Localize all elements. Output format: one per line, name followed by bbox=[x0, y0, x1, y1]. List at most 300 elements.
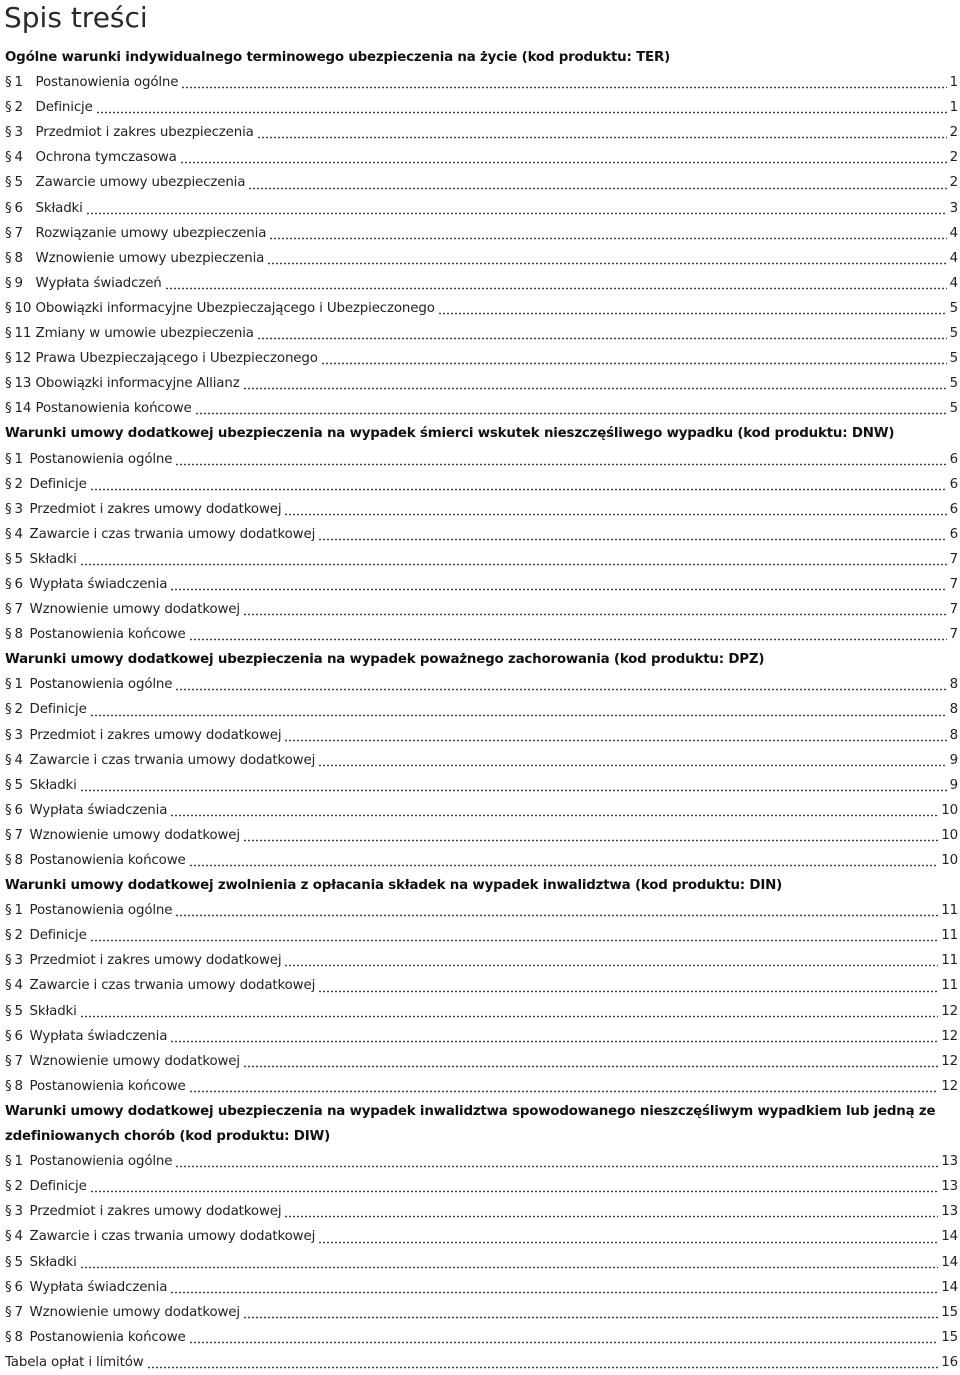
toc-entry[interactable] bbox=[5, 798, 960, 823]
toc-entry-number: 1 bbox=[14, 903, 23, 919]
toc-section bbox=[5, 873, 960, 1099]
toc-entry-lead bbox=[5, 748, 315, 773]
toc-entry-page-number: 7 bbox=[949, 627, 958, 643]
toc-entry-page-number: 5 bbox=[949, 401, 958, 417]
toc-entry-page-number: 9 bbox=[949, 777, 958, 793]
toc-entry[interactable] bbox=[5, 672, 960, 697]
toc-entry-lead bbox=[5, 1350, 144, 1375]
toc-entry-label: Wznowienie umowy dodatkowej bbox=[29, 827, 240, 843]
table-of-contents bbox=[5, 45, 960, 1375]
paragraph-symbol: § bbox=[5, 150, 12, 166]
toc-entry-label: Zawarcie i czas trwania umowy dodatkowej bbox=[29, 978, 316, 994]
toc-entry-label: Składki bbox=[29, 1254, 77, 1270]
toc-entry-lead bbox=[5, 371, 240, 396]
paragraph-symbol: § bbox=[5, 853, 12, 868]
dot-leader bbox=[243, 607, 947, 616]
toc-entry-number: 4 bbox=[14, 752, 23, 768]
toc-entry-label: Zawarcie i czas trwania umowy dodatkowej bbox=[29, 752, 316, 768]
toc-entry-lead bbox=[5, 120, 254, 145]
toc-entry-lead bbox=[5, 773, 77, 798]
toc-entry[interactable] bbox=[5, 296, 960, 321]
toc-entry[interactable] bbox=[5, 246, 960, 271]
toc-entry-lead bbox=[5, 798, 167, 823]
toc-entry-page-number: 11 bbox=[941, 928, 958, 944]
dot-leader bbox=[175, 457, 946, 466]
paragraph-symbol: § bbox=[5, 1003, 12, 1019]
toc-entry[interactable] bbox=[5, 999, 960, 1024]
paragraph-symbol: § bbox=[5, 501, 12, 517]
toc-entry[interactable] bbox=[5, 1149, 960, 1174]
toc-entry[interactable] bbox=[5, 773, 960, 798]
toc-entry-lead bbox=[5, 170, 245, 195]
toc-entry-page-number: 16 bbox=[941, 1354, 958, 1370]
toc-entry-lead bbox=[5, 1199, 281, 1224]
toc-entry-label: Postanowienia końcowe bbox=[29, 627, 186, 643]
dot-leader bbox=[90, 933, 939, 942]
dot-leader bbox=[175, 908, 938, 917]
toc-entry[interactable] bbox=[5, 1300, 960, 1325]
toc-entry[interactable] bbox=[5, 321, 960, 346]
toc-entry-page-number: 14 bbox=[941, 1229, 958, 1245]
toc-entry-page-number: 2 bbox=[949, 150, 958, 166]
dot-leader bbox=[80, 1260, 939, 1269]
toc-entry-lead bbox=[5, 1250, 77, 1275]
toc-entry-number: 5 bbox=[14, 551, 23, 567]
paragraph-symbol: § bbox=[5, 702, 12, 718]
toc-entry[interactable] bbox=[5, 923, 960, 948]
toc-section bbox=[5, 1099, 960, 1350]
dot-leader bbox=[180, 155, 947, 164]
toc-entry[interactable] bbox=[5, 371, 960, 396]
paragraph-symbol: § bbox=[5, 451, 12, 467]
toc-entry[interactable] bbox=[5, 547, 960, 572]
toc-entry-label: Składki bbox=[29, 777, 77, 793]
toc-entry-lead bbox=[5, 597, 240, 622]
toc-entry-lead bbox=[5, 1300, 240, 1325]
toc-entry-label: Zmiany w umowie ubezpieczenia bbox=[35, 326, 254, 342]
toc-entry-label: Postanowienia ogólne bbox=[29, 451, 173, 467]
toc-entry-number: 4 bbox=[14, 1229, 23, 1245]
toc-entry-number: 7 bbox=[14, 602, 23, 618]
toc-entry-lead bbox=[5, 622, 186, 647]
toc-entry[interactable] bbox=[5, 346, 960, 371]
paragraph-symbol: § bbox=[5, 225, 12, 241]
toc-entry-number: 12 bbox=[14, 351, 32, 367]
toc-entry-label: Zawarcie i czas trwania umowy dodatkowej bbox=[29, 526, 316, 542]
paragraph-symbol: § bbox=[5, 928, 12, 944]
toc-entry-number: 6 bbox=[14, 802, 23, 818]
toc-entry-label: Postanowienia ogólne bbox=[29, 903, 173, 919]
paragraph-symbol: § bbox=[5, 827, 12, 843]
toc-entry-label: Zawarcie i czas trwania umowy dodatkowej bbox=[29, 1229, 316, 1245]
toc-entry-lead bbox=[5, 923, 87, 948]
dot-leader bbox=[80, 557, 947, 566]
toc-entry-label: Prawa Ubezpieczającego i Ubezpieczonego bbox=[35, 351, 318, 367]
section-title: Warunki umowy dodatkowej ubezpieczenia na wypadek inwalidztwa spowodowanego nieszczęśliwym wypadkiem lub jedną ze zdefiniowanych chorób (kod produktu: DIW) bbox=[5, 1103, 936, 1145]
toc-entry[interactable] bbox=[5, 1250, 960, 1275]
toc-entry[interactable] bbox=[5, 823, 960, 848]
toc-entry-lead bbox=[5, 246, 264, 271]
paragraph-symbol: § bbox=[5, 1304, 12, 1320]
toc-entry-page-number: 12 bbox=[941, 1053, 958, 1069]
toc-entry-lead bbox=[5, 999, 77, 1024]
dot-leader bbox=[80, 783, 947, 792]
toc-entry[interactable] bbox=[5, 472, 960, 497]
toc-entry-lead bbox=[5, 70, 178, 95]
toc-entry-lead bbox=[5, 497, 281, 522]
toc-entry-number: 13 bbox=[14, 376, 32, 392]
toc-entry-page-number: 11 bbox=[941, 903, 958, 919]
toc-entry-page-number: 1 bbox=[949, 75, 958, 91]
toc-entry-number: 8 bbox=[14, 1329, 23, 1345]
toc-entry-label: Definicje bbox=[29, 476, 87, 492]
toc-entry-lead bbox=[5, 296, 435, 321]
toc-entry[interactable] bbox=[5, 848, 960, 873]
toc-entry-lead bbox=[5, 1275, 167, 1300]
toc-entry-lead bbox=[5, 572, 167, 597]
toc-entry[interactable] bbox=[5, 95, 960, 120]
toc-entry[interactable] bbox=[5, 221, 960, 246]
toc-entry-label: Definicje bbox=[29, 928, 87, 944]
dot-leader bbox=[90, 482, 947, 491]
toc-entry-page-number: 2 bbox=[949, 125, 958, 141]
toc-entry[interactable] bbox=[5, 1325, 960, 1350]
toc-entry-page-number: 14 bbox=[941, 1279, 958, 1295]
paragraph-symbol: § bbox=[5, 752, 12, 768]
dot-leader bbox=[90, 708, 947, 717]
toc-entry-page-number: 12 bbox=[941, 1003, 958, 1019]
toc-entry-page-number: 12 bbox=[941, 1028, 958, 1044]
toc-entry-page-number: 13 bbox=[941, 1204, 958, 1220]
section-title: Warunki umowy dodatkowej ubezpieczenia na wypadek poważnego zachorowania (kod produktu: DPZ) bbox=[5, 652, 765, 668]
toc-entry[interactable] bbox=[5, 1024, 960, 1049]
toc-entry-label: Obowiązki informacyjne Allianz bbox=[35, 376, 240, 392]
paragraph-symbol: § bbox=[5, 727, 12, 743]
toc-entry-number: 7 bbox=[14, 1053, 23, 1069]
dot-leader bbox=[86, 206, 947, 215]
paragraph-symbol: § bbox=[5, 576, 12, 592]
toc-entry-label: Definicje bbox=[29, 702, 87, 718]
paragraph-symbol: § bbox=[5, 351, 12, 367]
toc-entry[interactable] bbox=[5, 145, 960, 170]
toc-entry-page-number: 8 bbox=[949, 677, 958, 693]
toc-entry-label: Zawarcie umowy ubezpieczenia bbox=[35, 175, 246, 191]
toc-entry-lead bbox=[5, 346, 318, 371]
toc-entry[interactable] bbox=[5, 1275, 960, 1300]
toc-entry-label: Postanowienia ogólne bbox=[35, 75, 179, 91]
dot-leader bbox=[284, 733, 946, 742]
toc-entry[interactable] bbox=[5, 1199, 960, 1224]
toc-entry-page-number: 8 bbox=[949, 727, 958, 743]
paragraph-symbol: § bbox=[5, 802, 12, 818]
toc-entry-page-number: 6 bbox=[949, 476, 958, 492]
toc-entry[interactable] bbox=[5, 196, 960, 221]
toc-entry-lead bbox=[5, 472, 87, 497]
toc-entry-number: 8 bbox=[14, 250, 23, 266]
toc-entry-number: 3 bbox=[14, 1204, 23, 1220]
toc-entry-label: Definicje bbox=[29, 1179, 87, 1195]
toc-entry-number: 10 bbox=[14, 300, 32, 316]
dot-leader bbox=[438, 306, 947, 315]
dot-leader bbox=[243, 1059, 938, 1068]
paragraph-symbol: § bbox=[5, 100, 12, 116]
paragraph-symbol: § bbox=[5, 1078, 12, 1094]
toc-entry-label: Przedmiot i zakres ubezpieczenia bbox=[35, 125, 254, 141]
toc-entry-lead bbox=[5, 973, 315, 998]
paragraph-symbol: § bbox=[5, 200, 12, 216]
paragraph-symbol: § bbox=[5, 326, 12, 342]
paragraph-symbol: § bbox=[5, 300, 12, 316]
dot-leader bbox=[284, 1209, 938, 1218]
toc-entry-lead bbox=[5, 672, 172, 697]
toc-entry-number: 4 bbox=[14, 150, 23, 166]
toc-entry-page-number: 10 bbox=[941, 827, 958, 843]
paragraph-symbol: § bbox=[5, 1028, 12, 1044]
toc-entry-number: 2 bbox=[14, 702, 23, 718]
toc-entry-lead bbox=[5, 1074, 186, 1099]
paragraph-symbol: § bbox=[5, 903, 12, 919]
paragraph-symbol: § bbox=[5, 1154, 12, 1170]
toc-entry-page-number: 11 bbox=[941, 953, 958, 969]
toc-entry-number: 2 bbox=[14, 100, 23, 116]
toc-entry-label: Wznowienie umowy ubezpieczenia bbox=[35, 250, 265, 266]
paragraph-symbol: § bbox=[5, 1279, 12, 1295]
toc-entry-number: 1 bbox=[14, 677, 23, 693]
toc-entry[interactable] bbox=[5, 120, 960, 145]
dot-leader bbox=[175, 682, 946, 691]
toc-entry-label: Postanowienia końcowe bbox=[29, 1078, 186, 1094]
toc-entry-label: Przedmiot i zakres umowy dodatkowej bbox=[29, 501, 282, 517]
toc-entry-number: 7 bbox=[14, 225, 23, 241]
toc-entry-lead bbox=[5, 196, 83, 221]
toc-entry[interactable] bbox=[5, 1174, 960, 1199]
toc-entry-page-number: 6 bbox=[949, 451, 958, 467]
paragraph-symbol: § bbox=[5, 602, 12, 618]
toc-entry[interactable] bbox=[5, 697, 960, 722]
dot-leader bbox=[189, 632, 947, 641]
paragraph-symbol: § bbox=[5, 250, 12, 266]
toc-entry-number: 7 bbox=[14, 1304, 23, 1320]
toc-entry-label: Obowiązki informacyjne Ubezpieczającego i Ubezpieczonego bbox=[35, 300, 435, 316]
toc-entry-label: Ochrona tymczasowa bbox=[35, 150, 177, 166]
toc-entry-number: 1 bbox=[14, 1154, 23, 1170]
toc-entry-number: 3 bbox=[14, 953, 23, 969]
section-title: Warunki umowy dodatkowej ubezpieczenia na wypadek śmierci wskutek nieszczęśliwego wypadku (kod produktu: DNW) bbox=[5, 426, 895, 442]
toc-entry-page-number: 13 bbox=[941, 1179, 958, 1195]
toc-entry-lead bbox=[5, 1224, 315, 1249]
page-title: Spis treści bbox=[4, 1, 148, 34]
paragraph-symbol: § bbox=[5, 401, 12, 417]
toc-entry-lead bbox=[5, 1174, 87, 1199]
dot-leader bbox=[318, 758, 946, 767]
toc-entry[interactable] bbox=[5, 572, 960, 597]
dot-leader bbox=[170, 582, 946, 591]
toc-entry[interactable] bbox=[5, 170, 960, 195]
toc-entry[interactable] bbox=[5, 396, 960, 421]
toc-entry-page-number: 6 bbox=[949, 526, 958, 542]
dot-leader bbox=[321, 356, 947, 365]
dot-leader bbox=[248, 181, 946, 190]
toc-entry-label: Wypłata świadczenia bbox=[29, 802, 168, 818]
toc-entry-number: 4 bbox=[14, 526, 23, 542]
toc-entry-label: Tabela opłat i limitów bbox=[5, 1354, 144, 1370]
toc-entry-page-number: 14 bbox=[941, 1254, 958, 1270]
toc-entry[interactable] bbox=[5, 622, 960, 647]
dot-leader bbox=[189, 858, 939, 867]
toc-entry-page-number: 7 bbox=[949, 551, 958, 567]
paragraph-symbol: § bbox=[5, 1229, 12, 1245]
toc-entry-number: 1 bbox=[14, 451, 23, 467]
toc-entry-lead bbox=[5, 848, 186, 873]
dot-leader bbox=[318, 984, 938, 993]
toc-entry[interactable] bbox=[5, 1074, 960, 1099]
toc-entry-number: 1 bbox=[14, 75, 23, 91]
toc-entry-number: 2 bbox=[14, 1179, 23, 1195]
toc-entry-lead bbox=[5, 823, 240, 848]
paragraph-symbol: § bbox=[5, 777, 12, 793]
dot-leader bbox=[284, 958, 938, 967]
toc-entry-page-number: 5 bbox=[949, 351, 958, 367]
toc-entry-number: 14 bbox=[14, 401, 32, 417]
toc-entry-number: 5 bbox=[14, 1254, 23, 1270]
toc-entry-page-number: 5 bbox=[949, 300, 958, 316]
toc-entry-number: 6 bbox=[14, 1028, 23, 1044]
toc-entry-number: 9 bbox=[14, 275, 23, 291]
toc-entry-number: 11 bbox=[14, 326, 32, 342]
toc-entry-label: Wznowienie umowy dodatkowej bbox=[29, 602, 240, 618]
toc-entry-label: Postanowienia ogólne bbox=[29, 677, 173, 693]
toc-entry[interactable] bbox=[5, 748, 960, 773]
toc-entry-number: 5 bbox=[14, 777, 23, 793]
toc-entry-page-number: 15 bbox=[941, 1329, 958, 1345]
toc-entry-lead bbox=[5, 145, 177, 170]
toc-entry-page-number: 6 bbox=[949, 501, 958, 517]
toc-entry-label: Wypłata świadczenia bbox=[29, 1028, 168, 1044]
toc-entry-label: Składki bbox=[29, 551, 77, 567]
toc-entry-number: 2 bbox=[14, 476, 23, 492]
paragraph-symbol: § bbox=[5, 1254, 12, 1270]
toc-entry-lead bbox=[5, 1024, 167, 1049]
toc-entry-number: 6 bbox=[14, 200, 23, 216]
toc-entry-page-number: 9 bbox=[949, 752, 958, 768]
toc-entry-label: Wypłata świadczeń bbox=[35, 275, 162, 291]
toc-entry-label: Wznowienie umowy dodatkowej bbox=[29, 1053, 240, 1069]
toc-entry[interactable] bbox=[5, 271, 960, 296]
toc-entry-page-number: 10 bbox=[941, 853, 958, 868]
toc-entry-lead bbox=[5, 723, 281, 748]
toc-entry-lead bbox=[5, 271, 162, 296]
toc-entry-label: Składki bbox=[29, 1003, 77, 1019]
dot-leader bbox=[318, 1235, 938, 1244]
toc-entry[interactable] bbox=[5, 1350, 960, 1375]
toc-entry-page-number: 3 bbox=[949, 200, 958, 216]
paragraph-symbol: § bbox=[5, 1329, 12, 1345]
toc-entry[interactable] bbox=[5, 1224, 960, 1249]
paragraph-symbol: § bbox=[5, 1053, 12, 1069]
toc-entry[interactable] bbox=[5, 447, 960, 472]
toc-entry-number: 8 bbox=[14, 1078, 23, 1094]
toc-entry[interactable] bbox=[5, 70, 960, 95]
paragraph-symbol: § bbox=[5, 75, 12, 91]
paragraph-symbol: § bbox=[5, 978, 12, 994]
dot-leader bbox=[96, 105, 947, 114]
toc-entry-label: Postanowienia ogólne bbox=[29, 1154, 173, 1170]
toc-entry-lead bbox=[5, 1049, 240, 1074]
dot-leader bbox=[267, 256, 946, 265]
section-title: Warunki umowy dodatkowej zwolnienia z opłacania składek na wypadek inwalidztwa (kod produktu: DIN) bbox=[5, 878, 783, 894]
dot-leader bbox=[189, 1084, 939, 1093]
toc-entry-page-number: 8 bbox=[949, 702, 958, 718]
toc-entry-number: 3 bbox=[14, 125, 23, 141]
toc-entry-label: Przedmiot i zakres umowy dodatkowej bbox=[29, 1204, 282, 1220]
toc-entry-label: Składki bbox=[35, 200, 83, 216]
toc-entry-page-number: 2 bbox=[949, 175, 958, 191]
toc-entry-page-number: 13 bbox=[941, 1154, 958, 1170]
dot-leader bbox=[257, 331, 947, 340]
toc-entry-label: Przedmiot i zakres umowy dodatkowej bbox=[29, 727, 282, 743]
paragraph-symbol: § bbox=[5, 275, 12, 291]
toc-entry-number: 5 bbox=[14, 1003, 23, 1019]
dot-leader bbox=[147, 1360, 939, 1369]
toc-entry-number: 6 bbox=[14, 576, 23, 592]
toc-entry-page-number: 1 bbox=[949, 100, 958, 116]
toc-entry-number: 3 bbox=[14, 727, 23, 743]
toc-entry[interactable] bbox=[5, 723, 960, 748]
toc-entry-number: 6 bbox=[14, 1279, 23, 1295]
toc-entry[interactable] bbox=[5, 1049, 960, 1074]
dot-leader bbox=[257, 130, 947, 139]
toc-entry-label: Przedmiot i zakres umowy dodatkowej bbox=[29, 953, 282, 969]
dot-leader bbox=[175, 1159, 938, 1168]
paragraph-symbol: § bbox=[5, 476, 12, 492]
toc-entry-page-number: 7 bbox=[949, 602, 958, 618]
dot-leader bbox=[243, 1310, 938, 1319]
toc-entry[interactable] bbox=[5, 522, 960, 547]
toc-entry-page-number: 7 bbox=[949, 576, 958, 592]
dot-leader bbox=[170, 1034, 938, 1043]
dot-leader bbox=[243, 833, 938, 842]
dot-leader bbox=[170, 808, 938, 817]
toc-entry[interactable] bbox=[5, 597, 960, 622]
toc-entry-lead bbox=[5, 948, 281, 973]
toc-entry-lead bbox=[5, 898, 172, 923]
toc-entry-lead bbox=[5, 221, 266, 246]
toc-entry[interactable] bbox=[5, 497, 960, 522]
paragraph-symbol: § bbox=[5, 125, 12, 141]
toc-section bbox=[5, 421, 960, 647]
toc-entry[interactable] bbox=[5, 898, 960, 923]
toc-entry-label: Wznowienie umowy dodatkowej bbox=[29, 1304, 240, 1320]
toc-entry-lead bbox=[5, 1325, 186, 1350]
toc-entry-lead bbox=[5, 522, 315, 547]
dot-leader bbox=[181, 80, 946, 89]
toc-entry-page-number: 4 bbox=[949, 250, 958, 266]
toc-entry-number: 2 bbox=[14, 928, 23, 944]
toc-entry[interactable] bbox=[5, 973, 960, 998]
toc-entry-label: Postanowienia końcowe bbox=[35, 401, 192, 417]
dot-leader bbox=[90, 1184, 939, 1193]
paragraph-symbol: § bbox=[5, 175, 12, 191]
toc-entry-lead bbox=[5, 321, 254, 346]
toc-entry-page-number: 10 bbox=[941, 802, 958, 818]
toc-entry-number: 5 bbox=[14, 175, 23, 191]
toc-entry-label: Definicje bbox=[35, 100, 93, 116]
paragraph-symbol: § bbox=[5, 376, 12, 392]
paragraph-symbol: § bbox=[5, 953, 12, 969]
paragraph-symbol: § bbox=[5, 551, 12, 567]
toc-entry[interactable] bbox=[5, 948, 960, 973]
toc-entry-lead bbox=[5, 396, 192, 421]
